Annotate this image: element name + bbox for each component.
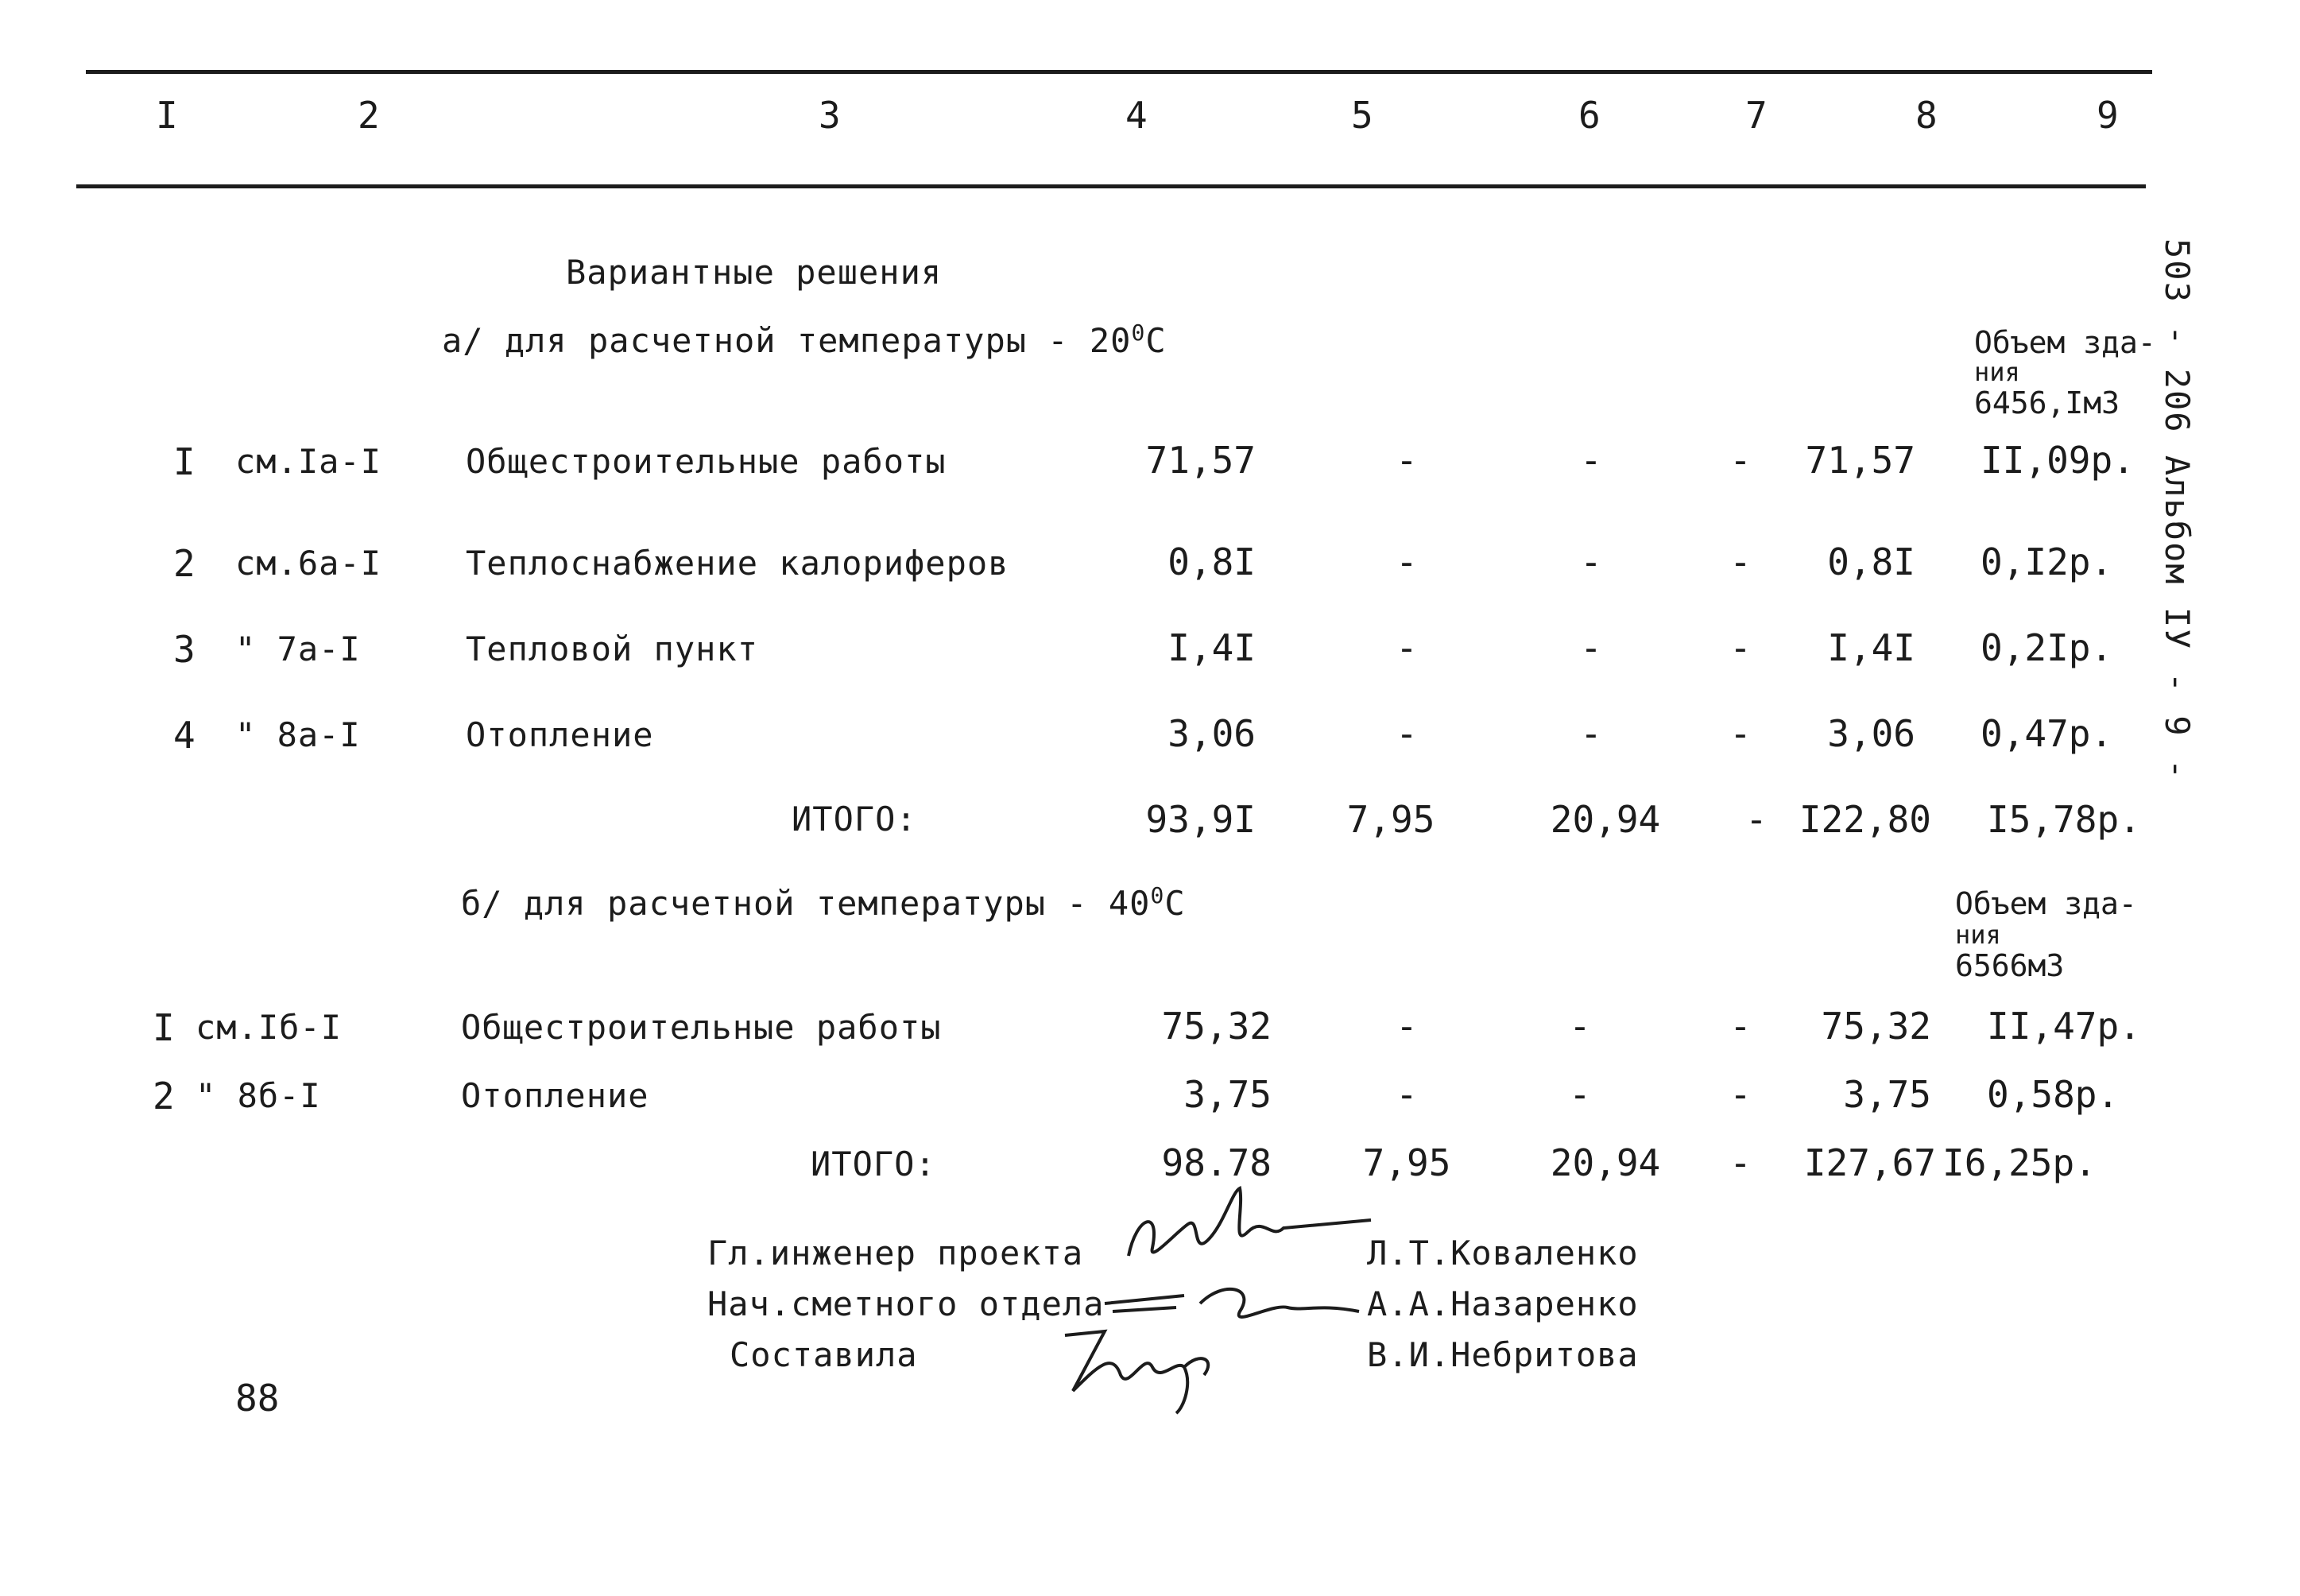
row-reference: " 8б-I: [196, 1076, 321, 1115]
row-col-9: 0,58р.: [1987, 1073, 2120, 1116]
variant-b-volume-2: ния: [1955, 920, 2001, 950]
row-col-6: -: [1569, 1005, 1591, 1048]
row-col-7: -: [1729, 439, 1752, 482]
header-top-rule: [86, 70, 2152, 74]
row-col-9: 0,I2р.: [1981, 540, 2113, 583]
signature-role: Составила: [730, 1335, 918, 1374]
row-reference: см.Iб-I: [196, 1008, 343, 1047]
total-col-8: I27,67: [1803, 1141, 1936, 1184]
row-col-9: 0,2Iр.: [1981, 626, 2113, 669]
total-col-9: I6,25р.: [1942, 1141, 2097, 1184]
total-col-9: I5,78р.: [1987, 798, 2141, 841]
variant-b-volume-1: Объем зда-: [1955, 886, 2137, 921]
row-col-4: 3,06: [1167, 712, 1256, 755]
row-name: Общестроительные работы: [461, 1008, 942, 1047]
variant-a-volume-3: 6456,Iм3: [1974, 385, 2120, 420]
row-name: Тепловой пункт: [466, 629, 759, 668]
row-col-8: 75,32: [1821, 1005, 1931, 1048]
total-col-7: -: [1745, 798, 1768, 841]
col-header-9: 9: [2097, 94, 2119, 137]
row-number: I: [173, 440, 196, 483]
row-number: 4: [173, 714, 196, 757]
col-header-3: 3: [819, 94, 841, 137]
row-number: I: [153, 1006, 175, 1049]
col-header-8: 8: [1915, 94, 1938, 137]
row-col-4: I,4I: [1167, 626, 1256, 669]
total-col-7: -: [1729, 1141, 1752, 1184]
row-col-7: -: [1729, 540, 1752, 583]
row-col-6: -: [1580, 439, 1602, 482]
row-col-9: 0,47р.: [1981, 712, 2113, 755]
row-col-5: -: [1396, 439, 1418, 482]
row-col-5: -: [1396, 626, 1418, 669]
variant-b-volume-3: 6566м3: [1955, 948, 2065, 983]
row-col-5: -: [1396, 712, 1418, 755]
row-col-8: 0,8I: [1827, 540, 1915, 583]
col-header-1: I: [156, 94, 178, 137]
total-col-6: 20,94: [1550, 798, 1661, 841]
row-col-8: 3,06: [1827, 712, 1915, 755]
row-col-5: -: [1396, 1073, 1418, 1116]
row-number: 2: [173, 542, 196, 585]
signature-role: Нач.сметного отдела: [707, 1284, 1105, 1323]
row-number: 2: [153, 1075, 175, 1118]
total-col-5: 7,95: [1346, 798, 1435, 841]
col-header-4: 4: [1125, 94, 1148, 137]
col-header-2: 2: [358, 94, 380, 137]
handwritten-signature-3: [1049, 1319, 1232, 1415]
row-name: Теплоснабжение калориферов: [466, 544, 1009, 583]
row-col-4: 75,32: [1161, 1005, 1272, 1048]
col-header-7: 7: [1745, 94, 1768, 137]
row-col-7: -: [1729, 1073, 1752, 1116]
row-col-4: 3,75: [1183, 1073, 1272, 1116]
signature-person: В.И.Небритова: [1367, 1335, 1639, 1374]
row-reference: см.6а-I: [235, 544, 382, 583]
variant-b-heading: б/ для расчетной температуры - $40^0С$: [461, 882, 1186, 923]
row-name: Общестроительные работы: [466, 442, 947, 481]
total-col-6: 20,94: [1550, 1141, 1661, 1184]
col-header-6: 6: [1578, 94, 1601, 137]
row-col-6: -: [1580, 540, 1602, 583]
row-reference: " 7а-I: [235, 629, 361, 668]
row-col-5: -: [1396, 540, 1418, 583]
row-number: 3: [173, 628, 196, 671]
row-col-6: -: [1580, 712, 1602, 755]
row-col-9: II,47р.: [1987, 1005, 2141, 1048]
variant-a-volume-2: ния: [1974, 357, 2020, 387]
row-col-7: -: [1729, 1005, 1752, 1048]
page-number: 88: [235, 1377, 280, 1420]
signature-person: Л.Т.Коваленко: [1367, 1234, 1639, 1273]
row-col-8: I,4I: [1827, 626, 1915, 669]
row-name: Отопление: [461, 1076, 649, 1115]
total-col-8: I22,80: [1799, 798, 1931, 841]
total-col-5: 7,95: [1362, 1141, 1451, 1184]
total-label: ИТОГО:: [811, 1145, 936, 1183]
row-col-7: -: [1729, 626, 1752, 669]
variant-a-volume-1: Объем зда-: [1974, 325, 2156, 360]
signature-role: Гл.инженер проекта: [707, 1234, 1084, 1273]
row-col-8: 3,75: [1843, 1073, 1931, 1116]
row-reference: " 8а-I: [235, 715, 361, 754]
col-header-5: 5: [1351, 94, 1373, 137]
row-col-5: -: [1396, 1005, 1418, 1048]
row-name: Отопление: [466, 715, 654, 754]
row-col-4: 0,8I: [1167, 540, 1256, 583]
total-col-4: 93,9I: [1145, 798, 1256, 841]
signature-person: А.А.Назаренко: [1367, 1284, 1639, 1323]
total-label: ИТОГО:: [792, 800, 917, 839]
row-reference: см.Iа-I: [235, 442, 382, 481]
side-note-vertical: 503 - 206 Альбом IУ - 9 -: [2158, 238, 2197, 781]
total-col-4: 98.78: [1161, 1141, 1272, 1184]
row-col-6: -: [1569, 1073, 1591, 1116]
row-col-7: -: [1729, 712, 1752, 755]
handwritten-signature-1: [1113, 1184, 1375, 1280]
row-col-9: II,09р.: [1981, 439, 2135, 482]
header-bottom-rule: [76, 184, 2146, 188]
variant-a-heading: а/ для расчетной температуры - $20^0С$: [442, 320, 1167, 360]
row-col-6: -: [1580, 626, 1602, 669]
section-title: Вариантные решения: [566, 253, 943, 292]
row-col-4: 71,57: [1145, 439, 1256, 482]
row-col-8: 71,57: [1805, 439, 1915, 482]
